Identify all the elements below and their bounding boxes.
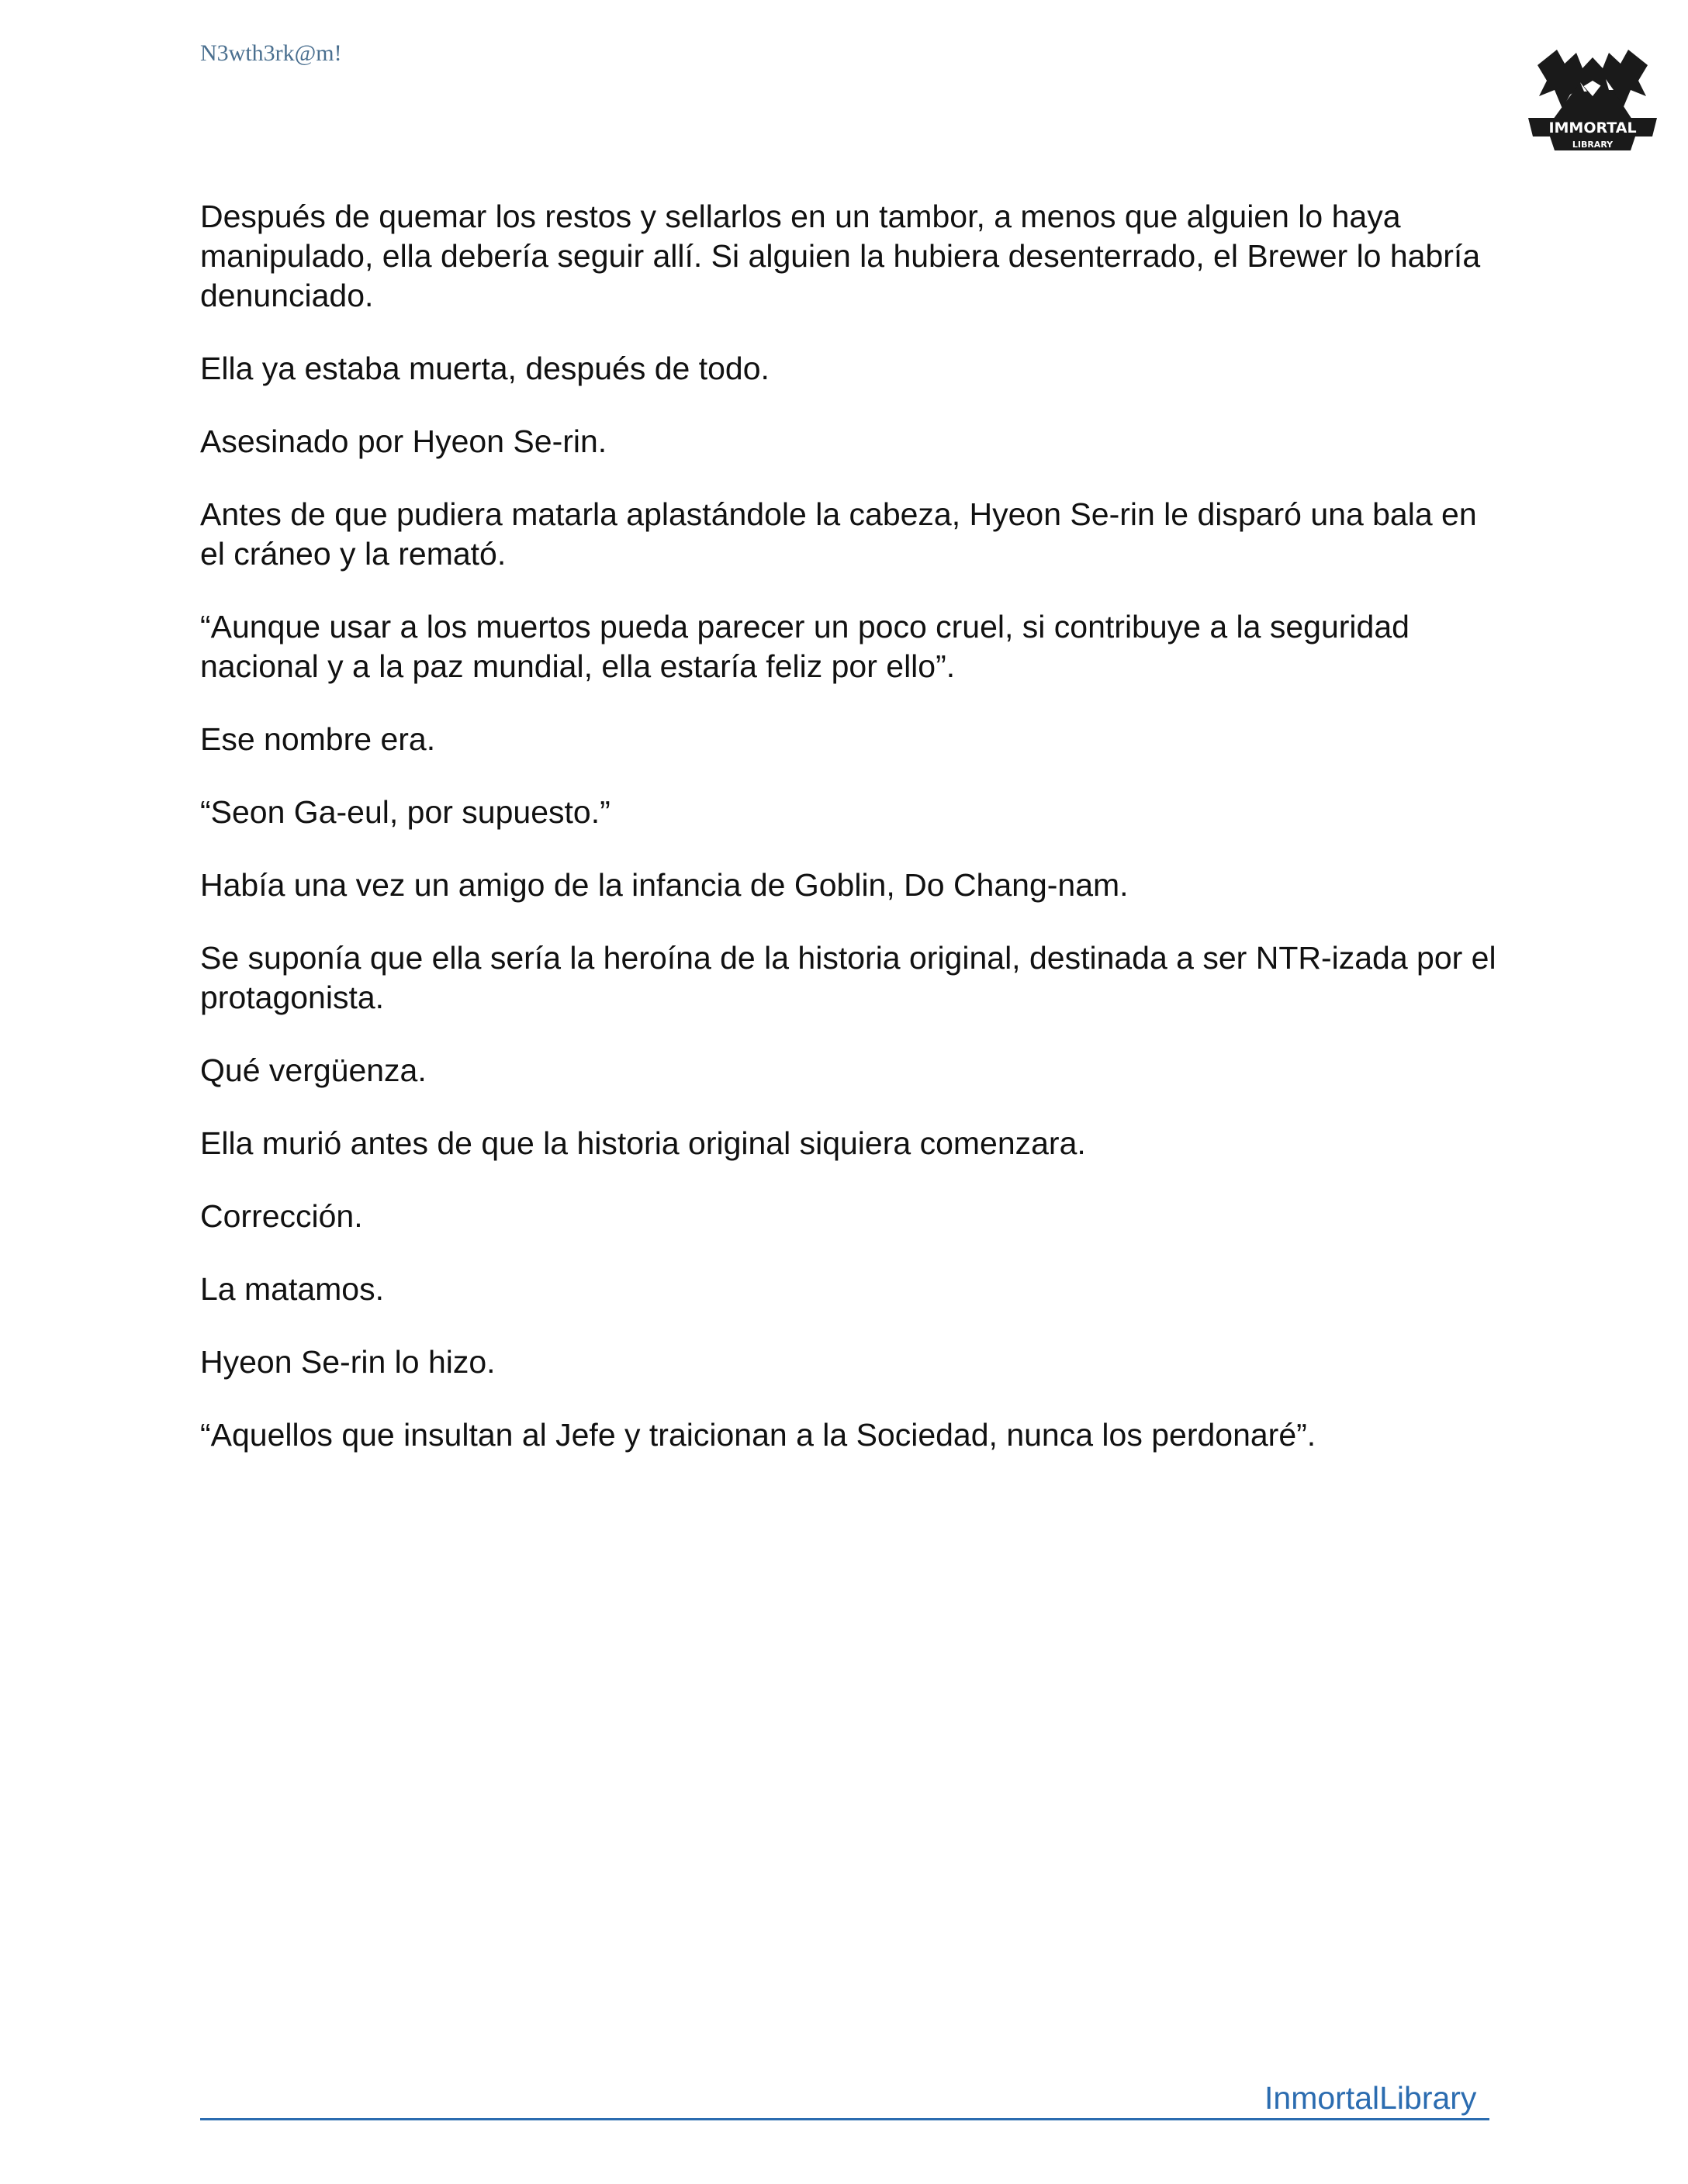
paragraph: Ella ya estaba muerta, después de todo. — [200, 351, 770, 386]
paragraph: Ese nombre era. — [200, 721, 436, 757]
paragraph: Ella murió antes de que la historia original siquiera comenzara. — [200, 1125, 1086, 1161]
paragraph: Después de quemar los restos y sellarlos en un tambor, a menos que alguien lo haya manipulado, ella debería seguir allí. Si alguien la hubiera desenterrado, el Brewer lo habría denunciado. — [200, 199, 1481, 313]
immortal-library-logo — [1522, 34, 1663, 158]
paragraph: Se suponía que ella sería la heroína de la historia original, destinada a ser NTR-izada por el protagonista. — [200, 940, 1496, 1015]
paragraph: “Aunque usar a los muertos pueda parecer un poco cruel, si contribuye a la seguridad nacional y a la paz mundial, ella estaría feliz por ello”. — [200, 609, 1410, 684]
paragraph: Corrección. — [200, 1198, 363, 1234]
paragraph: “Seon Ga-eul, por supuesto.” — [200, 794, 611, 830]
paragraph: Qué vergüenza. — [200, 1052, 427, 1088]
header-watermark: N3wth3rk@m! — [200, 40, 342, 66]
document-body — [200, 197, 1503, 1488]
logo-line1: IMMORTAL — [1548, 119, 1637, 136]
paragraph: Hyeon Se-rin lo hizo. — [200, 1344, 496, 1380]
paragraph: “Aquellos que insultan al Jefe y traicionan a la Sociedad, nunca los perdonaré”. — [200, 1417, 1316, 1453]
footer-underline — [200, 2118, 1489, 2120]
paragraph: Había una vez un amigo de la infancia de Goblin, Do Chang-nam. — [200, 867, 1129, 903]
logo-line2: LIBRARY — [1572, 140, 1614, 150]
paragraph: Asesinado por Hyeon Se-rin. — [200, 423, 607, 459]
paragraph: La matamos. — [200, 1271, 384, 1307]
paragraph: Antes de que pudiera matarla aplastándole la cabeza, Hyeon Se-rin le disparó una bala en el cráneo y la remató. — [200, 496, 1477, 572]
footer-link[interactable]: InmortalLibrary — [1264, 2080, 1477, 2116]
